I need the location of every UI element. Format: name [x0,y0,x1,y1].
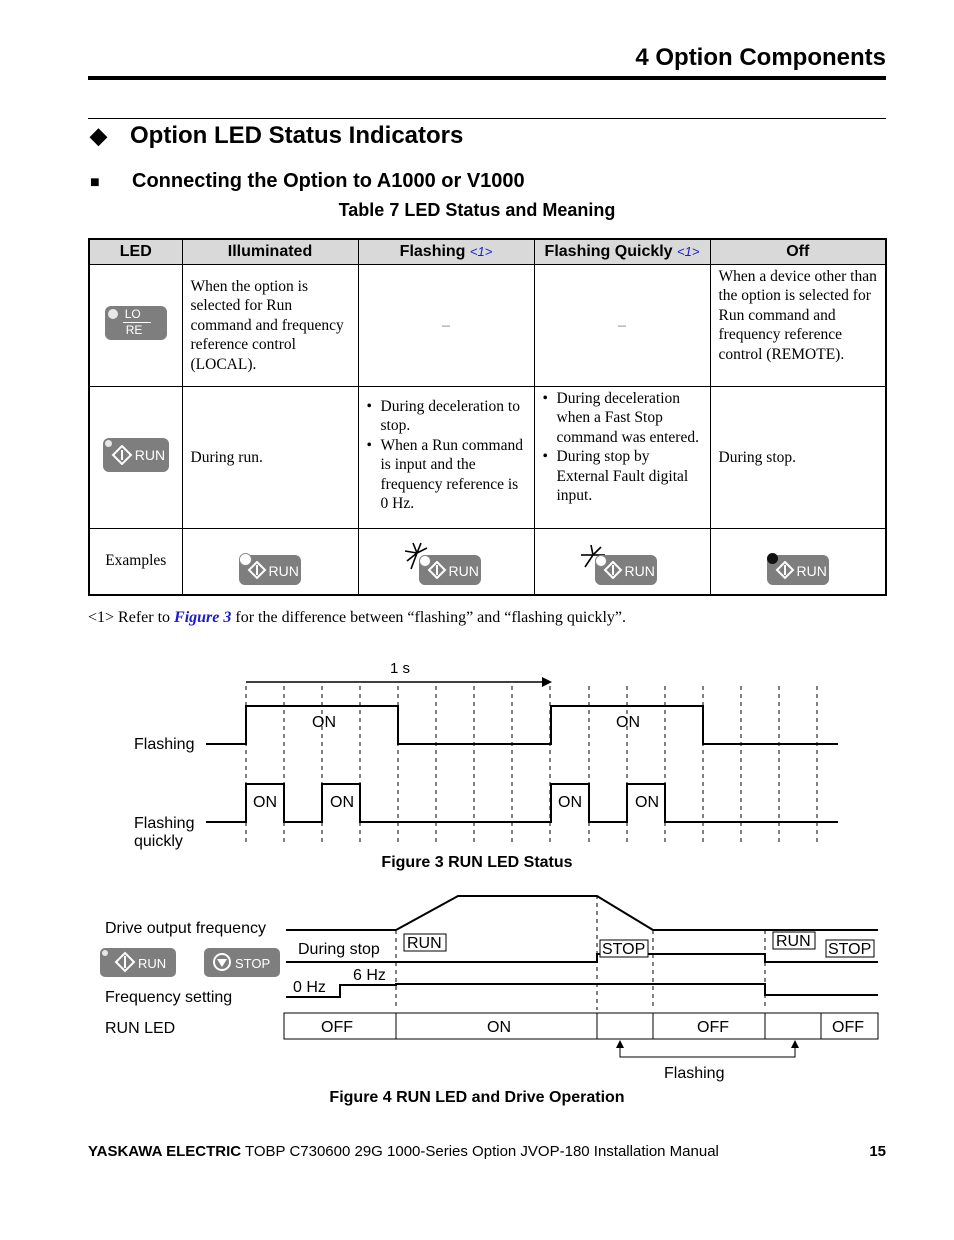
lo-re-key-cell [89,265,182,387]
row2-off: During stop. [710,387,886,529]
header-led: LED [89,239,182,265]
table-row [89,265,886,387]
footer-brand: YASKAWA ELECTRIC [88,1143,242,1160]
footer-doc: TOBP C730600 29G 1000-Series Option JVOP-180 Installation Manual [241,1143,719,1160]
flashing-quickly-waveform [206,784,838,822]
flashing-row-label: Flashing [134,736,195,753]
figure-3-caption: Figure 3 RUN LED Status [381,854,573,871]
subsection-title: Connecting the Option to A1000 or V1000 [132,170,525,192]
flashing-bracket [620,1042,795,1057]
run-key-icon [100,948,176,977]
period-label: 1 s [390,660,411,677]
run-key-off-icon: RUN [767,555,829,585]
chapter-title: 4 Option Components [635,44,886,71]
flashing-quickly-label-line1: Flashing [134,815,195,832]
lo-re-key-icon: $\frac{LO}{RE}$ [105,306,167,340]
table-row [89,387,886,529]
on-label: ON [635,794,659,811]
example-illuminated [182,529,358,595]
run-led-label: RUN LED [105,1020,176,1037]
page-number: 15 [869,1143,886,1160]
drive-output-waveform [286,896,878,930]
on-label: ON [312,714,336,731]
flashing-quickly-label-line2: quickly [134,833,183,850]
table-row [89,529,886,595]
run-key-icon: RUN [103,438,169,472]
list-item: • During stop by External Fault digital input. [557,447,702,505]
arrowhead-icon [791,1040,799,1048]
led-off-label: OFF [832,1019,864,1036]
footer [88,1143,719,1160]
frequency-setting-label: Frequency setting [105,989,233,1006]
row1-flashing-quickly: – [534,265,710,387]
stop-key-icon [204,948,280,977]
timing-gridlines [396,895,765,1010]
six-hz-label: 6 Hz [353,967,386,984]
led-on-label: ON [487,1019,511,1036]
stop-event-label: STOP [602,941,646,958]
run-key-lit-icon: RUN [239,555,301,585]
svg-text:RUN: RUN [138,956,167,971]
flashing-label: Flashing [664,1065,725,1082]
section-heading [90,122,463,150]
row2-illuminated: During run. [182,387,358,529]
arrowhead-icon [542,677,552,687]
during-stop-label: During stop [298,941,380,958]
led-off-label: OFF [697,1019,729,1036]
section-title: Option LED Status Indicators [130,122,464,149]
figure-3-link[interactable]: Figure 3 [174,609,232,626]
examples-label: Examples [89,529,182,595]
arrowhead-icon [616,1040,624,1048]
table-header-row [89,239,886,265]
list-item: • During deceleration to stop. [381,397,526,436]
zero-hz-label: 0 Hz [293,979,326,996]
example-flashing-quickly [534,529,710,595]
square-bullet-icon: ■ [90,174,100,191]
diamond-icon: ◆ [90,123,107,148]
figure-4-diagram [0,880,954,1090]
on-label: ON [253,794,277,811]
led-status-table [88,238,887,596]
header-flashing-quickly: Flashing Quickly <1> [534,239,710,265]
on-label: ON [558,794,582,811]
svg-text:STOP: STOP [235,956,271,971]
on-label: ON [616,714,640,731]
run-key-flashing-icon: RUN [419,555,481,585]
row1-off: When a device other than the option is selected for Run command and frequency reference control (REMOTE). [710,265,886,387]
list-item: • During deceleration when a Fast Stop command was entered. [557,389,702,447]
table-caption: Table 7 LED Status and Meaning [338,200,616,220]
run-key-cell [89,387,182,529]
run-key-flashing-quickly-icon: RUN [595,555,657,585]
example-off [710,529,886,595]
row2-flashing-quickly [534,387,710,529]
flashing-waveform [206,706,838,744]
led-off-label: OFF [321,1019,353,1036]
footnote-ref[interactable]: <1> [677,244,700,259]
run-led-timeline [284,1013,878,1039]
drive-output-label: Drive output frequency [105,920,266,937]
section-rule [88,118,886,119]
footnote: <1> Refer to Figure 3 for the difference between “flashing” and “flashing quickly”. [88,609,627,626]
header-illuminated: Illuminated [182,239,358,265]
header-rule [88,76,886,80]
subsection-heading [90,170,525,193]
on-label: ON [330,794,354,811]
run-event-label: RUN [407,935,442,952]
run-event-label: RUN [776,933,811,950]
list-item: • When a Run command is input and the frequency reference is 0 Hz. [381,436,526,514]
row2-flashing [358,387,534,529]
row1-illuminated: When the option is selected for Run command and frequency reference control (LOCAL). [182,265,358,387]
frequency-setting-waveform [286,984,878,997]
footnote-ref[interactable]: <1> [469,244,493,259]
figure-4-caption: Figure 4 RUN LED and Drive Operation [329,1089,625,1106]
row1-flashing: – [358,265,534,387]
stop-event-label: STOP [828,941,872,958]
header-off: Off [710,239,886,265]
example-flashing [358,529,534,595]
figure-3-diagram [0,650,954,860]
header-flashing: Flashing <1> [358,239,534,265]
